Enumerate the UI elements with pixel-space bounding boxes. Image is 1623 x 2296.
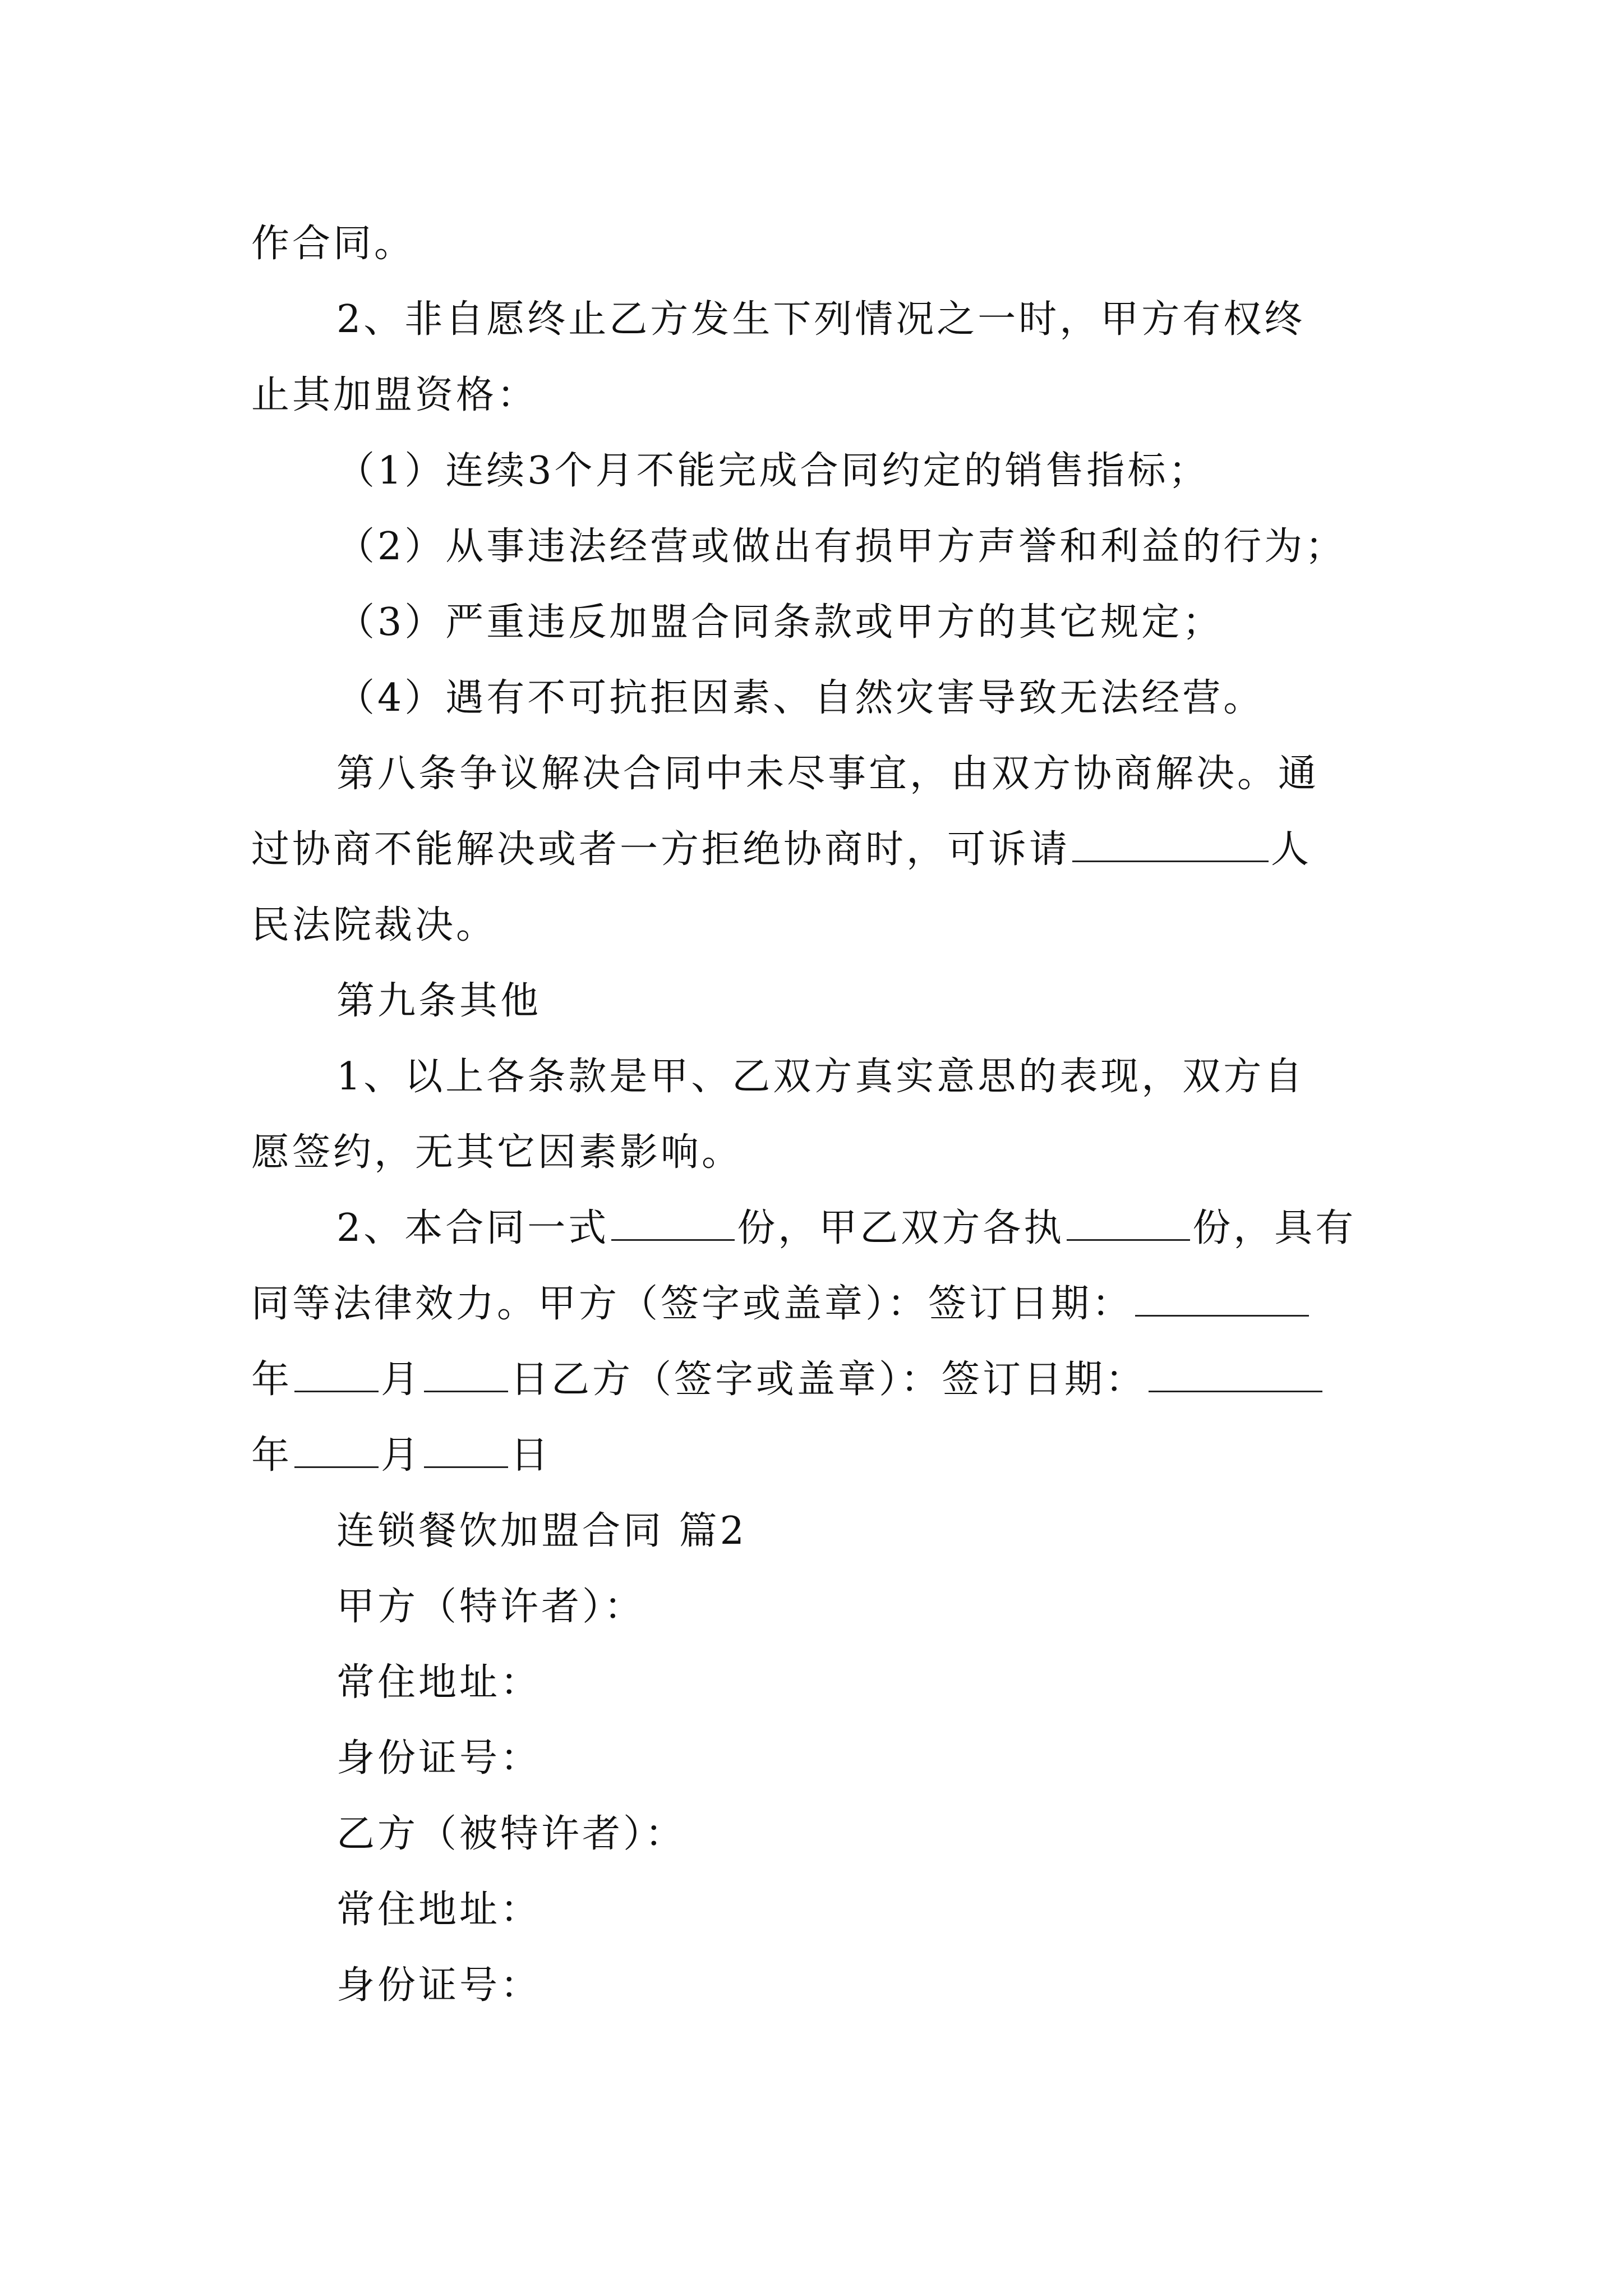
section-heading: 第九条其他 bbox=[336, 979, 542, 1023]
text-line bbox=[251, 819, 1312, 881]
text-line: 止其加盟资格： bbox=[251, 373, 538, 417]
text-line: 作合同。 bbox=[251, 222, 416, 266]
fill-in-blank bbox=[1067, 1204, 1190, 1241]
document-title: 连锁餐饮加盟合同 篇2 bbox=[336, 1509, 747, 1553]
text-segment: 同等法律效力。甲方（签字或盖章）：签订日期： bbox=[251, 1282, 1133, 1326]
text-segment: 月 bbox=[381, 1433, 422, 1478]
fill-in-blank bbox=[294, 1432, 379, 1468]
fill-in-blank bbox=[294, 1356, 379, 1392]
text-segment: 日 bbox=[510, 1433, 552, 1478]
form-field-label: 乙方（被特许者）： bbox=[336, 1812, 686, 1856]
fill-in-blank bbox=[611, 1204, 735, 1241]
text-segment: 2、本合同一式 bbox=[336, 1206, 610, 1250]
text-segment: 年 bbox=[251, 1358, 293, 1402]
fill-in-blank bbox=[424, 1356, 508, 1392]
form-field-label: 身份证号： bbox=[336, 1736, 542, 1780]
text-segment: 日乙方（签字或盖章）：签订日期： bbox=[510, 1358, 1147, 1402]
text-segment: 月 bbox=[381, 1358, 422, 1402]
form-field-label: 甲方（特许者）： bbox=[336, 1585, 645, 1629]
text-segment: 年 bbox=[251, 1433, 293, 1478]
list-item: （3）严重违反加盟合同条款或甲方的其它规定； bbox=[336, 600, 1224, 645]
text-line bbox=[251, 1273, 1311, 1335]
text-line: 第八条争议解决合同中未尽事宜，由双方协商解决。通 bbox=[336, 752, 1320, 796]
text-line: 愿签约，无其它因素影响。 bbox=[251, 1130, 743, 1175]
text-line: 民法院裁决。 bbox=[251, 903, 497, 947]
list-item: （4）遇有不可抗拒因素、自然灾害导致无法经营。 bbox=[336, 676, 1265, 720]
text-line bbox=[251, 1349, 1325, 1411]
fill-in-blank bbox=[1072, 826, 1269, 862]
text-segment: 人 bbox=[1271, 827, 1312, 872]
text-line bbox=[251, 1425, 551, 1487]
text-line: 1、以上各条款是甲、乙双方真实意思的表现，双方自 bbox=[336, 1055, 1306, 1099]
form-field-label: 常住地址： bbox=[336, 1660, 542, 1705]
fill-in-blank bbox=[1135, 1280, 1309, 1317]
text-line: 2、非自愿终止乙方发生下列情况之一时，甲方有权终 bbox=[336, 297, 1306, 342]
text-segment: 过协商不能解决或者一方拒绝协商时，可诉请 bbox=[251, 827, 1071, 872]
form-field-label: 身份证号： bbox=[336, 1963, 542, 2008]
fill-in-blank bbox=[424, 1432, 508, 1468]
list-item: （2）从事违法经营或做出有损甲方声誉和利益的行为； bbox=[336, 524, 1347, 569]
fill-in-blank bbox=[1149, 1356, 1322, 1392]
text-line bbox=[336, 1198, 1356, 1259]
form-field-label: 常住地址： bbox=[336, 1888, 542, 1932]
text-segment: 份，甲乙双方各执 bbox=[737, 1206, 1065, 1250]
text-segment: 份，具有 bbox=[1192, 1206, 1357, 1250]
list-item: （1）连续3个月不能完成合同约定的销售指标； bbox=[336, 449, 1210, 493]
